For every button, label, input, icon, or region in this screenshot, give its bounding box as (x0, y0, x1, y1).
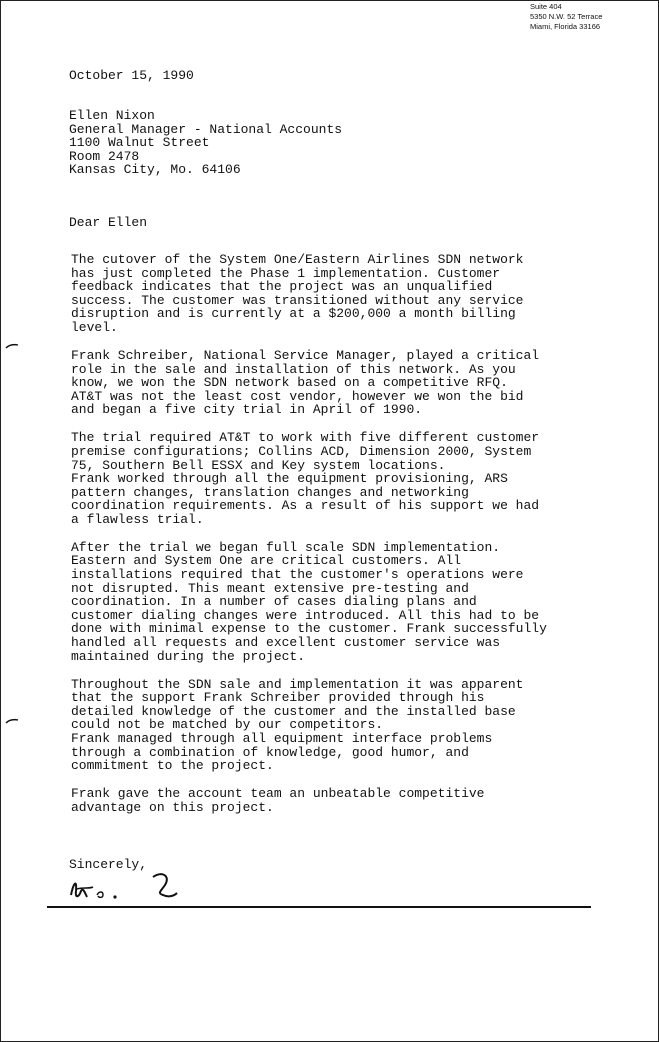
body-line: role in the sale and installation of this network. As you (71, 361, 516, 377)
body-line: has just completed the Phase 1 implementation. Customer (71, 265, 501, 281)
body-line: Throughout the SDN sale and implementation it was apparent (71, 676, 524, 692)
margin-hole-mark-icon (5, 342, 19, 352)
body-line: and began a five city trial in April of 1990. (71, 402, 423, 418)
signature-line (47, 906, 591, 908)
paragraph-trial (71, 431, 631, 526)
body-line: Frank Schreiber, National Service Manager, played a critical (71, 347, 540, 363)
body-line: could not be matched by our competitors. (71, 717, 384, 733)
body-line: premise configurations; Collins ACD, Dimension 2000, System (71, 443, 532, 459)
body-line: disruption and is currently at a $200,000 a month billing (71, 306, 516, 322)
body-line: success. The customer was transitioned without any service (71, 292, 524, 308)
body-line: detailed knowledge of the customer and the installed base (71, 703, 516, 719)
body-line: a flawless trial. (71, 511, 204, 527)
body-line: Frank gave the account team an unbeatable competitive (71, 786, 485, 802)
body-line: through a combination of knowledge, good humor, and (71, 744, 469, 760)
paragraph-implementation (71, 541, 631, 663)
body-line: feedback indicates that the project was an unqualified (71, 279, 493, 295)
recipient-line: Room 2478 (69, 148, 140, 164)
signature-icon (67, 867, 197, 907)
body-line: advantage on this project. (71, 799, 274, 815)
recipient-line: Kansas City, Mo. 64106 (69, 162, 241, 178)
recipient-line: 1100 Walnut Street (69, 135, 210, 151)
body-line: Frank worked through all the equipment provisioning, ARS (71, 471, 508, 487)
body-line: The trial required AT&T to work with five different customer (71, 430, 540, 446)
body-line: level. (71, 319, 118, 335)
body-line: The cutover of the System One/Eastern Airlines SDN network (71, 252, 524, 267)
body-line: coordination. In a number of cases dialing plans and (71, 594, 477, 610)
letterhead-address (530, 2, 650, 32)
body-line: done with minimal expense to the customer. Frank successfully (71, 621, 547, 637)
body-line: coordination requirements. As a result of his support we had (71, 498, 540, 514)
recipient-line: Ellen Nixon (69, 108, 155, 123)
body-line: know, we won the SDN network based on a competitive RFQ. (71, 375, 508, 391)
letterhead-line: Miami, Florida 33166 (530, 22, 601, 31)
body-line: Frank managed through all equipment interface problems (71, 730, 493, 746)
body-line: installations required that the customer's operations were (71, 567, 524, 583)
body-line: commitment to the project. (71, 758, 274, 774)
closing: Sincerely, (69, 857, 148, 872)
letter-body (71, 253, 631, 829)
body-line: pattern changes, translation changes and networking (71, 484, 469, 500)
margin-hole-mark-icon (5, 717, 19, 727)
body-line: 75, Southern Bell ESSX and Key system locations. (71, 457, 446, 473)
letterhead-line: 5350 N.W. 52 Terrace (530, 12, 603, 21)
body-line: AT&T was not the least cost vendor, however we won the bid (71, 388, 524, 404)
body-line: handled all requests and excellent customer service was (71, 635, 501, 651)
body-line: customer dialing changes were introduced. All this had to be (71, 607, 540, 623)
salutation: Dear Ellen (69, 215, 148, 230)
recipient-address (69, 109, 342, 177)
paragraph-advantage (71, 787, 631, 814)
paragraph-support (71, 678, 631, 773)
paragraph-cutover (71, 253, 631, 335)
body-line: Eastern and System One are critical customers. All (71, 553, 462, 569)
letterhead-line: Suite 404 (530, 2, 562, 11)
body-line: After the trial we began full scale SDN implementation. (71, 539, 501, 555)
body-line: maintained during the project. (71, 648, 306, 664)
body-line: not disrupted. This meant extensive pre-testing and (71, 580, 469, 596)
recipient-line: General Manager - National Accounts (69, 121, 343, 137)
paragraph-frank-role (71, 349, 631, 417)
body-line: that the support Frank Schreiber provided through his (71, 690, 485, 706)
letter-date: October 15, 1990 (69, 68, 194, 83)
